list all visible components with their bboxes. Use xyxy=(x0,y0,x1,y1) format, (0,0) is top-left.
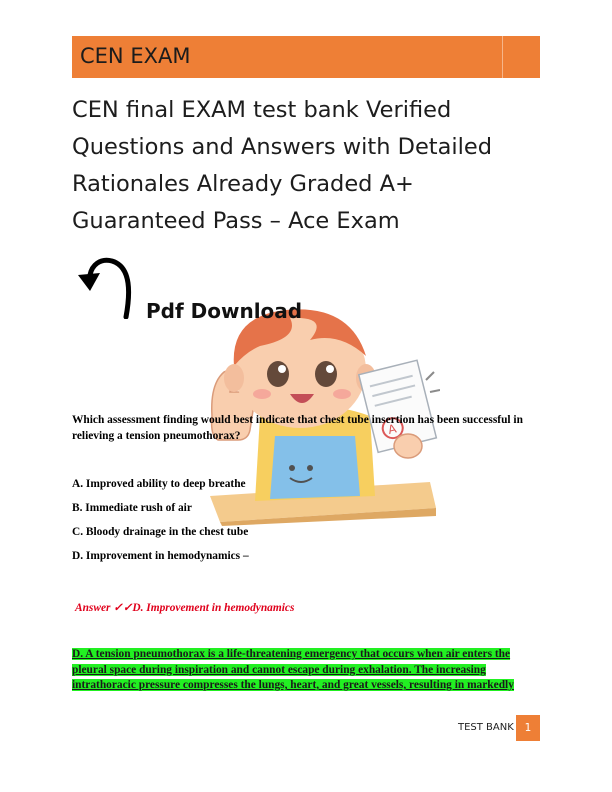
answer-text: Answer ✓✓D. Improvement in hemodynamics xyxy=(75,602,295,614)
svg-text:A: A xyxy=(386,421,398,438)
footer-label: TEST BANK xyxy=(458,722,514,733)
rationale xyxy=(72,647,542,694)
pdf-download-label: Pdf Download xyxy=(146,299,303,323)
page-number-text: 1 xyxy=(524,722,532,734)
rationale-line: intrathoracic pressure compresses the lungs, heart, and great vessels, resulting in markedly xyxy=(72,679,514,691)
question-text: Which assessment finding would best indicate that chest tube insertion has been successful in relieving a tension pneumothorax? xyxy=(72,414,523,442)
cartoon-student-illustration xyxy=(190,296,440,526)
header-divider xyxy=(502,36,503,78)
rationale-line: D. A tension pneumothorax is a life-threatening emergency that occurs when air enters the xyxy=(72,648,511,660)
option-c: C. Bloody drainage in the chest tube xyxy=(72,526,249,538)
header-title: CEN EXAM xyxy=(80,44,191,68)
rationale-line: pleural space during inspiration and cannot escape during exhalation. The increasing xyxy=(72,663,486,676)
header-bar xyxy=(72,36,540,78)
option-a: A. Improved ability to deep breathe xyxy=(72,478,246,490)
option-d: D. Improvement in hemodynamics – xyxy=(72,550,249,562)
document-title: CEN final EXAM test bank Verified Questions and Answers with Detailed Rationales Already Graded A+ Guaranteed Pass – Ace Exam xyxy=(72,97,493,234)
page-number xyxy=(516,715,540,741)
option-b: B. Immediate rush of air xyxy=(72,502,192,514)
curved-back-arrow-icon xyxy=(76,255,134,319)
